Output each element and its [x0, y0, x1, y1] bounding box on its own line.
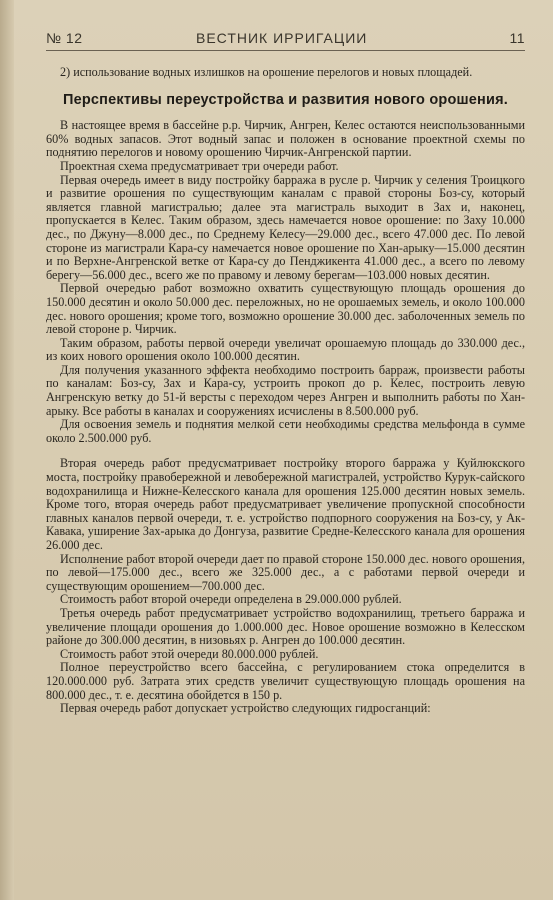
- paragraph: Для получения указанного эффекта необходимо построить барраж, произвести работы по каналам: Боз-су, Зах и Кара-су, устроить прокоп до р. Келес, построить левую Ангренскую ветку до 51-й версты с переходом через Ангрен и выполнить работы по Хан-арыку. Все работы в каналах и сооружениях исчислены в 8.500.000 руб.: [46, 362, 525, 418]
- paragraph: Для освоения земель и поднятия мелкой сети необходимы средства мельфонда в сумме около 2.500.000 руб.: [46, 417, 525, 445]
- paragraph: Вторая очередь работ предусматривает постройку второго барража у Куйлюкского моста, постройку правобережной и левобережной магистралей, устройство Курук-сайского водохранилища и Нижне-Келесского канала для орошения 125.000 десятин новых земель. Кроме того, вторая очередь работ предусматривает увеличение пропускной способности главных каналов первой очереди, т. е. устройство подпорного сооружения на Боз-су, у Ак-Кавака, уширение Зах-арыка до Донгуза, развитие Средне-Келесского канала для орошения 26.000 дес.: [46, 456, 525, 552]
- page-number: 11: [509, 30, 525, 46]
- journal-title: ВЕСТНИК ИРРИГАЦИИ: [196, 30, 368, 46]
- page-spine-shadow: [0, 0, 14, 900]
- paragraph: Исполнение работ второй очереди дает по правой стороне 150.000 дес. нового орошения, по левой—175.000 дес., всего же 325.000 дес., а с работами первой очереди и существующим орошением—700.000 дес.: [46, 551, 525, 593]
- paragraph: Проектная схема предусматривает три очереди работ.: [60, 158, 339, 173]
- running-header: [46, 0, 525, 52]
- paragraph: В настоящее время в бассейне р.р. Чирчик, Ангрен, Келес остаются неиспользованными 60% водных запасов. Этот водный запас и положен в основание проектной схемы по поднятию перелогов и новому орошению Чирчик-Ангренской партии.: [46, 118, 525, 160]
- issue-number: № 12: [46, 30, 83, 46]
- intro-item: 2) использование водных излишков на орошение перелогов и новых площадей.: [60, 65, 473, 79]
- article-body: [46, 66, 525, 716]
- section-title: Перспективы переустройства и развития нового орошения.: [62, 91, 509, 108]
- paragraph: Первой очередью работ возможно охватить существующую площадь орошения до 150.000 десятин и около 50.000 дес. переложных, но не орошаемых земель, и около 100.000 дес. нового орошения; кроме того, возможно орошение 30.000 дес. заболоченных земель по левой стороне р. Чирчик.: [46, 281, 525, 337]
- header-rule: [46, 50, 525, 51]
- paragraph: Первая очередь имеет в виду постройку барража в русле р. Чирчик у селения Троицкого и развитие орошения по существующим каналам с правой стороны Боз-су, который является главной магистралью; далее эта магистраль выходит в Зах и, наконец, пропускается в Келес. Таким образом, здесь намечается новое орошение: по Заху 10.000 дес., по Джуну—8.000 дес., по Среднему Келесу—29.000 дес., всего 47.000 дес. По левой стороне из магистрали Кара-су намечается новое орошение по Хан-арыку—15.000 десятин и по Верхне-Ангренской ветке от Кара-су до Пенджикента 41.000 дес., а всего по левому берегу—56.000 дес., всего же по правому и левому берегам—103.000 новых десятин.: [46, 172, 525, 282]
- paragraph: Первая очередь работ допускает устройство следующих гидросганций:: [60, 701, 431, 716]
- paragraph: Третья очередь работ предусматривает устройство водохранилищ, третьего барража и увеличение площади орошения до 1.000.000 дес. Новое орошение возможно в Келесском районе до 300.000 десятин, в низовьях р. Ангрен до 100.000 десятин.: [46, 605, 525, 648]
- paragraph: Полное переустройство всего бассейна, с регулированием стока определится в 120.000.000 руб. Затрата этих средств увеличит существующую площадь орошения на 800.000 дес., т. е. десятина обойдется в 150 р.: [46, 660, 525, 702]
- paragraph: Стоимость работ этой очереди 80.000.000 рублей.: [60, 646, 319, 661]
- paragraph: Стоимость работ второй очереди определена в 29.000.000 рублей.: [60, 592, 402, 607]
- paragraph: Таким образом, работы первой очереди увеличат орошаемую площадь до 330.000 дес., из коих нового орошения около 100.000 десятин.: [46, 335, 525, 364]
